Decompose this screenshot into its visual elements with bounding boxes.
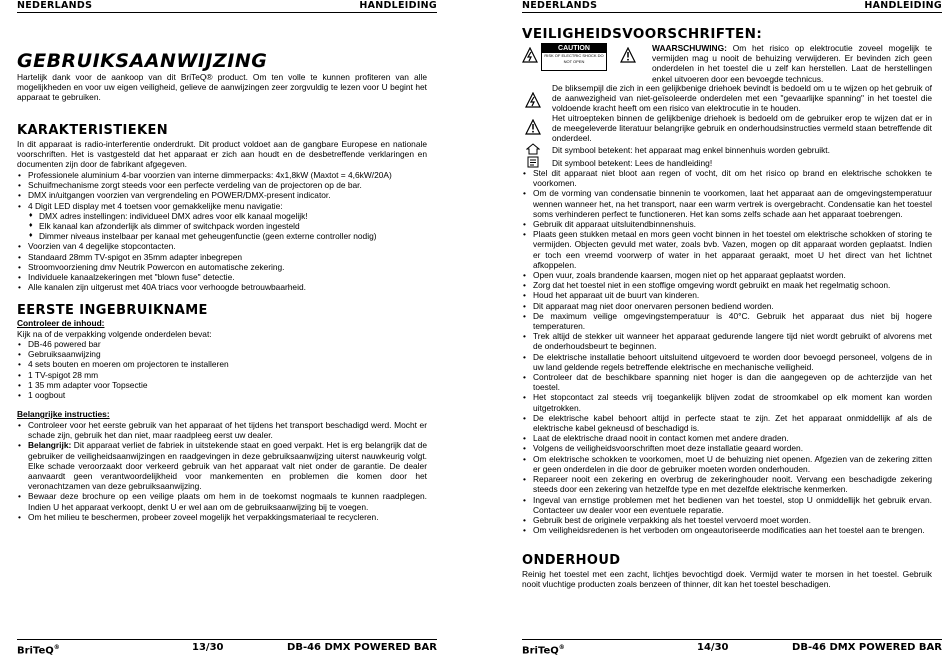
indoor-symbol-text: Dit symbool betekent: het apparaat mag enkel binnenhuis worden gebruikt. — [552, 145, 830, 155]
read-manual-icon — [526, 156, 540, 168]
safety-item: • Het stopcontact zal steeds vrij toegankelijk blijven zodat de stroomkabel op elk moment kan worden uitgetrokken. — [522, 392, 932, 412]
feature-item: • Professionele aluminium 4-bar voorzien van interne dimmerpacks: 4x1,8kW (Maxtot = 4,6kW/20A) — [17, 170, 427, 180]
footer-page-number: 13/30 — [192, 642, 224, 653]
maintenance-text: Reinig het toestel met een zacht, lichtjes bevochtigd doek. Vermijd water te morsen in het toestel. Gebruik nooit vluchtige producten zoals benzeen of thinner, dit kan het toestel beschadigen. — [522, 569, 932, 590]
safety-item: • Gebruik best de originele verpakking als het toestel vervoerd moet worden. — [522, 515, 932, 525]
page-footer — [522, 639, 942, 657]
lightning-triangle-icon — [522, 47, 538, 63]
feature-item: • Schuifmechanisme zorgt steeds voor een perfecte verdeling van de projectoren op de bar. — [17, 180, 427, 190]
features-heading: KARAKTERISTIEKEN — [17, 123, 169, 138]
safety-item: • Plaats geen stukken metaal en mors geen vocht binnen in het toestel om elektrische schokken of storing te vermijden. Objecten gevuld met water, zoals bvb. Vazen, mogen op dit apparaat worden geplaatst. Indien er toch een vreemd voorwerp of water in het apparaat geraakt, moet U het direct van het lichtnet afkoppelen. — [522, 229, 932, 270]
lightning-symbol-text: De bliksempijl die zich in een gelijkbenige driehoek bevindt is bedoeld om u te wijzen op het gebruik of de aanwezigheid van niet-geïsoleerde onderdelen met een "gevaarlijke spanning" in het toestel die voldoende kracht heeft om een risico van elektrocutie in te houden. — [552, 83, 932, 114]
install-heading: EERSTE INGEBRUIKNAME — [17, 303, 208, 318]
feature-item: • DMX in/uitgangen voorzien van vergrendeling en POWER/DMX-present indicator. — [17, 190, 427, 200]
features-list — [17, 170, 427, 292]
footer-brand: BriTeQ® — [522, 644, 565, 657]
page-header — [522, 0, 942, 13]
safety-item: • Om veiligheidsredenen is het verboden om ongeautoriseerde modificaties aan het toestel aan te brengen. — [522, 525, 932, 535]
feature-item: • Individuele kanaalzekeringen met "blown fuse" detectie. — [17, 272, 427, 282]
contents-label: Controleer de inhoud: — [17, 318, 105, 328]
safety-item: • De elektrische kabel behoort altijd in perfecte staat te zijn. Zet het apparaat onmiddellijk af als de elektrische kabel gekneusd of beschadigd is. — [522, 413, 932, 433]
safety-item: • De elektrische installatie behoort uitsluitend uitgevoerd te worden door bevoegd personeel, volgens de in uw land geldende regels betreffende elektrische en mechanische veiligheid. — [522, 352, 932, 372]
safety-item: • Ingeval van ernstige problemen met het bedienen van het toestel, stop U onmiddellijk het gebruik ervan. Contacteer uw dealer voor een eventuele reparatie. — [522, 495, 932, 515]
feature-item: • 4 Digit LED display met 4 toetsen voor gemakkelijke menu navigatie: — [17, 201, 427, 211]
safety-item: • Dit apparaat mag niet door onervaren personen bediend worden. — [522, 301, 932, 311]
instruction-item: • Belangrijk: Dit apparaat verliet de fabriek in uitstekende staat en goed verpakt. Het is erg belangrijk dat de gebruiker de veiligheidsaanwijzingen en raadgevingen in deze gebruiksaanwijzing uiterst nauwkeurig volgt. Elke schade veroorzaakt door verkeerd gebruik van het apparaat valt niet onder de garantie. De dealer aanvaardt geen verantwoordelijkheid voor mankementen en problemen die komen door het veronachtzamen van deze gebruiksaanwijzing. — [17, 440, 427, 491]
exclamation-triangle-icon — [525, 119, 541, 135]
feature-item: • Voorzien van 4 degelijke stopcontacten. — [17, 241, 427, 251]
safety-item: • Gebruik dit apparaat uitsluitendbinnenshuis. — [522, 219, 932, 229]
caution-label: CAUTION RISK OF ELECTRIC SHOCK DO NOT OPEN — [541, 43, 607, 71]
safety-item: • Zorg dat het toestel niet in een stoffige omgeving wordt gebruikt en maak het regelmatig schoon. — [522, 280, 932, 290]
intro-paragraph: Hartelijk dank voor de aankoop van dit BriTeQ® product. Om ten volle te kunnen profiteren van alle mogelijkheden en voor uw eigen veiligheid, gelieve de aanwijzingen zeer zorgvuldig te lezen voor U begint het apparaat te gebruiken. — [17, 72, 427, 103]
contents-list — [17, 339, 427, 400]
contents-item: • 4 sets bouten en moeren om projectoren te installeren — [17, 359, 427, 369]
left-page — [17, 0, 437, 657]
header-manual: HANDLEIDING — [359, 0, 437, 11]
feature-item: • Standaard 28mm TV-spigot en 35mm adapter inbegrepen — [17, 252, 427, 262]
features-intro: In dit apparaat is radio-interferentie onderdrukt. Dit product voldoet aan de gangbare Europese en nationale voorschriften. Het is vastgesteld dat het apparaat er zich aan houdt en de desbetreffende verklaringen en documenten zijn door de fabrikant afgegeven. — [17, 139, 427, 170]
feature-item: • Alle kanalen zijn uitgerust met 40A triacs voor verhoogde betrouwbaarheid. — [17, 282, 427, 292]
contents-item: • DB-46 powered bar — [17, 339, 427, 349]
footer-model: DB-46 DMX POWERED BAR — [287, 642, 437, 653]
instruction-item: • Bewaar deze brochure op een veilige plaats om hem in de toekomst nogmaals te kunnen raadplegen. Indien U het apparaat verkoopt, denkt U er wel aan om de gebruiksaanwijzing bij te voegen. — [17, 491, 427, 511]
safety-item: • Om de vorming van condensatie binnenin te voorkomen, laat het apparaat aan de omgevingstemperatuur wennen wanneer het, na het transport, naar een warm vertrek is overgebracht. Condensatie kan het toestel soms verhinderen perfect te functioneren. Het kan soms zelfs schade aan het apparaat toebrengen. — [522, 188, 932, 219]
instructions-list — [17, 420, 427, 522]
header-language: NEDERLANDS — [17, 0, 93, 11]
caution-block — [522, 43, 647, 71]
safety-item: • Repareer nooit een zekering en overbrug de zekeringhouder nooit. Vervang een beschadigde zekering steeds door een zekering van hetzelfde type en met dezelfde elektrische kenmerken. — [522, 474, 932, 494]
contents-item: • 1 oogbout — [17, 390, 427, 400]
feature-item: ♦ DMX adres instellingen: individueel DMX adres voor elk kanaal mogelijk! — [17, 211, 427, 221]
contents-intro: Kijk na of de verpakking volgende onderdelen bevat: — [17, 329, 212, 339]
contents-item: • 1 35 mm adapter voor Topsectie — [17, 380, 427, 390]
instruction-item: • Controleer voor het eerste gebruik van het apparaat of het tijdens het transport beschadigd werd. Mocht er schade zijn, gebruik het dan niet, maar raadpleeg eerst uw dealer. — [17, 420, 427, 440]
header-language: NEDERLANDS — [522, 0, 598, 11]
page-header — [17, 0, 437, 13]
instructions-label: Belangrijke instructies: — [17, 409, 110, 419]
lightning-triangle-icon — [525, 92, 541, 108]
contents-item: • 1 TV-spigot 28 mm — [17, 370, 427, 380]
footer-brand: BriTeQ® — [17, 644, 60, 657]
warning-text: WAARSCHUWING: Om het risico op elektrocutie zoveel mogelijk te vermijden mag u nooit de behuizing verwijderen. Er bevinden zich geen onderdelen in het toestel die u zelf kan herstellen. Laat de herstellingen enkel uitvoeren door een bevoegde technicus. — [652, 43, 932, 84]
safety-heading: VEILIGHEIDSVOORSCHRIFTEN: — [522, 26, 763, 42]
indoor-use-icon — [526, 143, 540, 155]
safety-item: • Om elektrische schokken te voorkomen, moet U de behuizing niet openen. Afgezien van de zekering zitten er geen onderdelen in die door de gebruiker moeten worden onderhouden. — [522, 454, 932, 474]
instruction-item: • Om het milieu te beschermen, probeer zoveel mogelijk het verpakkingsmateriaal te recycleren. — [17, 512, 427, 522]
safety-item: • Volgens de veiligheidsvoorschriften moet deze installatie geaard worden. — [522, 443, 932, 453]
exclamation-triangle-icon — [620, 47, 636, 63]
page-footer — [17, 639, 437, 657]
safety-item: • De maximum veilige omgevingstemperatuur is 40°C. Gebruik het apparaat dus niet bij hogere temperaturen. — [522, 311, 932, 331]
safety-item: • Controleer dat de beschikbare spanning niet hoger is dan die aangegeven op de achterzijde van het toestel. — [522, 372, 932, 392]
safety-item: • Trek altijd de stekker uit wanneer het apparaat gedurende langere tijd niet wordt gebruikt of alvorens met de onderhoudsbeurt te beginnen. — [522, 331, 932, 351]
safety-list — [522, 168, 932, 535]
caution-small-text: RISK OF ELECTRIC SHOCK DO NOT OPEN — [544, 53, 604, 64]
feature-item: • Stroomvoorziening dmv Neutrik Powercon en automatische zekering. — [17, 262, 427, 272]
safety-item: • Open vuur, zoals brandende kaarsen, mogen niet op het apparaat geplaatst worden. — [522, 270, 932, 280]
feature-item: ♦ Dimmer niveaus instelbaar per kanaal met geheugenfunctie (geen externe controller nodig) — [17, 231, 427, 241]
header-manual: HANDLEIDING — [864, 0, 942, 11]
safety-item: • Stel dit apparaat niet bloot aan regen of vocht, dit om het risico op brand en elektrische schokken te voorkomen. — [522, 168, 932, 188]
contents-item: • Gebruiksaanwijzing — [17, 349, 427, 359]
exclamation-symbol-text: Het uitroepteken binnen de gelijkbenige driehoek is bedoeld om de gebruiker erop te wijzen dat er in de meegeleverde literatuur belangrijke gebruik en onderhoudsinstructies vermeld staan betreffende dit onderdeel. — [552, 113, 932, 144]
maintenance-heading: ONDERHOUD — [522, 553, 621, 568]
safety-item: • Houd het apparaat uit de buurt van kinderen. — [522, 290, 932, 300]
safety-item: • Laat de elektrische draad nooit in contact komen met andere draden. — [522, 433, 932, 443]
right-page — [522, 0, 942, 657]
feature-item: ♦ Elk kanaal kan afzonderlijk als dimmer of switchpack worden ingesteld — [17, 221, 427, 231]
footer-page-number: 14/30 — [697, 642, 729, 653]
footer-model: DB-46 DMX POWERED BAR — [792, 642, 942, 653]
page-title: GEBRUIKSAANWIJZING — [17, 50, 268, 72]
manual-symbol-text: Dit symbool betekent: Lees de handleiding! — [552, 158, 713, 168]
